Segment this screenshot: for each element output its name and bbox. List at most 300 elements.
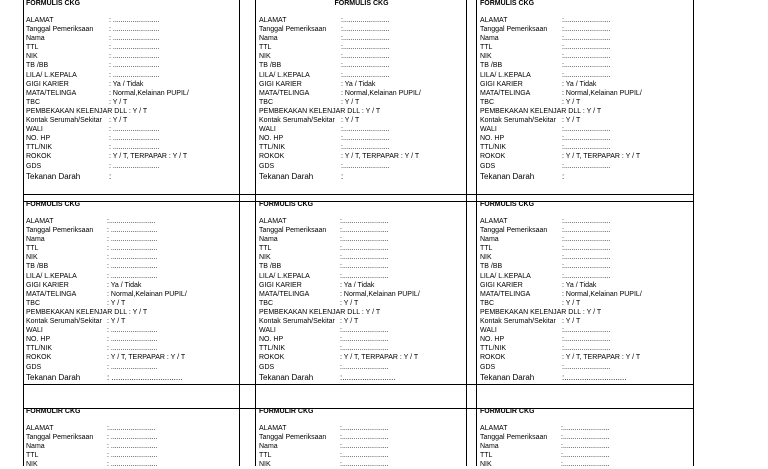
field-value: :........................ <box>341 53 390 61</box>
form-card <box>480 201 690 383</box>
field-label: PEMBEKAKAN KELENJAR DLL : Y / T <box>259 308 381 316</box>
field-value: :........................ <box>340 254 389 262</box>
field-label: GIGI KARIER <box>259 281 302 289</box>
form-row <box>26 272 236 281</box>
field-label: GDS <box>259 162 275 170</box>
field-value: :........................ <box>340 272 389 280</box>
field-value: : ........................ <box>109 144 160 152</box>
form-row <box>26 244 236 253</box>
field-label: Tekanan Darah <box>26 372 81 382</box>
field-label: Nama <box>259 236 278 244</box>
field-label: MATA/TELINGA <box>480 89 531 97</box>
field-value: : Ya / Tidak <box>109 80 144 88</box>
form-row <box>259 363 464 372</box>
field-value: : Normal,Kelainan PUPIL/ <box>107 290 187 298</box>
field-label: NO. HP <box>480 336 505 344</box>
field-value: : Ya / Tidak <box>340 281 375 289</box>
form-row <box>259 299 464 308</box>
field-value: :........................ <box>340 363 389 371</box>
field-value: :........................ <box>340 218 389 225</box>
field-label: NO. HP <box>26 336 51 344</box>
field-label: Kontak Serumah/Sekitar <box>480 318 556 326</box>
field-label: TB /BB <box>26 263 49 271</box>
field-label: Tekanan Darah <box>259 171 314 181</box>
field-value: :........................ <box>341 135 390 143</box>
form-row <box>259 162 464 171</box>
field-value: :........................ <box>562 144 611 152</box>
field-label: Nama <box>259 35 278 43</box>
form-card <box>259 0 464 182</box>
form-row <box>26 172 236 182</box>
field-value: :........................ <box>561 461 610 469</box>
field-value: : Y / T <box>562 98 581 106</box>
field-label: TTL/NIK <box>259 345 286 353</box>
form-title: FORMULIS CKG <box>259 201 314 208</box>
field-label: NIK <box>480 461 492 469</box>
form-card <box>26 408 236 469</box>
field-value: :........................ <box>561 434 610 442</box>
form-row <box>26 89 236 98</box>
field-value: :........................ <box>341 126 390 134</box>
form-row <box>259 353 464 362</box>
field-label: MATA/TELINGA <box>259 290 310 298</box>
field-label: GDS <box>480 363 496 371</box>
field-value: : <box>109 171 112 181</box>
field-label: Tekanan Darah <box>259 372 314 382</box>
form-row <box>259 290 464 299</box>
form-row <box>26 235 236 244</box>
field-value: :........................ <box>562 135 611 143</box>
field-value: : ........................ <box>107 254 158 262</box>
field-value: : ........................ <box>109 44 160 52</box>
form-row <box>480 244 690 253</box>
field-label: NIK <box>480 53 492 61</box>
field-value: : Y / T, TERPAPAR : Y / T <box>107 354 186 362</box>
field-label: NIK <box>259 53 271 61</box>
column-divider <box>466 0 467 466</box>
field-label: ALAMAT <box>480 218 508 225</box>
field-value: :........................ <box>340 425 389 432</box>
field-value: : Y / T <box>340 318 359 326</box>
field-value: : Normal,Kelainan PUPIL/ <box>562 89 642 97</box>
field-label: Tanggal Pemeriksaan <box>259 227 327 235</box>
field-label: Tekanan Darah <box>480 171 535 181</box>
field-value: : Y / T <box>341 98 360 106</box>
field-value: :........................ <box>561 425 610 432</box>
field-value: :........................ <box>562 26 611 34</box>
field-value: : ........................ <box>107 452 158 460</box>
form-row <box>259 272 464 281</box>
field-label: Kontak Serumah/Sekitar <box>26 318 102 326</box>
form-row <box>26 162 236 171</box>
field-value: :........................ <box>562 272 611 280</box>
form-row <box>26 326 236 335</box>
form-row <box>259 344 464 353</box>
field-value: :........................ <box>562 236 611 244</box>
form-row <box>480 424 690 433</box>
field-value: : ................................ <box>107 372 183 382</box>
field-label: LILA/ L.KEPALA <box>480 272 531 280</box>
field-value: :........................ <box>341 62 390 70</box>
form-title: FORMULIS CKG <box>480 201 535 208</box>
field-value: :........................ <box>562 126 611 134</box>
form-row <box>26 299 236 308</box>
field-label: TTL <box>26 245 39 253</box>
form-title: FORMULIR CKG <box>26 408 81 415</box>
field-label: TBC <box>26 98 40 106</box>
field-label: ROKOK <box>259 354 285 362</box>
field-value: :........................ <box>562 327 611 335</box>
field-value: :........................ <box>340 327 389 335</box>
field-label: Tanggal Pemeriksaan <box>26 26 94 34</box>
field-label: TBC <box>259 299 273 307</box>
column-divider <box>23 0 24 466</box>
field-value: :........................ <box>562 44 611 52</box>
form-row <box>259 89 464 98</box>
field-value: :........................ <box>562 345 611 353</box>
field-value: : Ya / Tidak <box>341 80 376 88</box>
spacer <box>480 209 690 217</box>
field-value: : ........................ <box>107 236 158 244</box>
field-label: TTL <box>259 245 272 253</box>
field-value: : Y / T <box>107 318 126 326</box>
form-row <box>480 262 690 271</box>
field-value: :........................ <box>340 345 389 353</box>
field-value: : ........................ <box>109 53 160 61</box>
field-label: TTL/NIK <box>26 345 53 353</box>
field-value: :........................ <box>340 245 389 253</box>
field-label: Nama <box>26 236 45 244</box>
column-divider <box>255 0 256 466</box>
field-value: :........................ <box>340 434 389 442</box>
field-label: Nama <box>259 443 278 451</box>
field-label: GIGI KARIER <box>26 281 69 289</box>
field-label: WALI <box>480 327 497 335</box>
form-row <box>480 89 690 98</box>
field-label: GDS <box>26 363 42 371</box>
form-title: FORMULIS CKG <box>334 0 389 7</box>
form-row <box>259 143 464 152</box>
field-value: : ........................ <box>107 363 158 371</box>
field-value: :........................ <box>562 53 611 61</box>
form-row <box>259 43 464 52</box>
field-label: LILA/ L.KEPALA <box>26 71 77 79</box>
field-label: PEMBEKAKAN KELENJAR DLL : Y / T <box>26 308 148 316</box>
form-card <box>26 201 236 383</box>
form-row <box>259 281 464 290</box>
field-value: : Y / T, TERPAPAR : Y / T <box>340 354 419 362</box>
field-value: : ........................ <box>107 245 158 253</box>
form-row <box>480 71 690 80</box>
field-label: GDS <box>26 162 42 170</box>
field-value: : Y / T, TERPAPAR : Y / T <box>562 354 641 362</box>
form-row <box>259 34 464 43</box>
field-value: :........................ <box>340 443 389 451</box>
form-row <box>259 253 464 262</box>
field-label: Kontak Serumah/Sekitar <box>26 117 102 125</box>
field-label: Nama <box>26 35 45 43</box>
form-row <box>480 451 690 460</box>
form-row <box>26 43 236 52</box>
field-label: TB /BB <box>259 62 282 70</box>
field-label: WALI <box>259 327 276 335</box>
field-label: MATA/TELINGA <box>480 290 531 298</box>
field-value: :........................ <box>341 17 390 24</box>
field-label: NO. HP <box>480 135 505 143</box>
field-label: Tanggal Pemeriksaan <box>259 26 327 34</box>
form-row <box>480 143 690 152</box>
field-value: : ........................ <box>107 227 158 235</box>
column-divider <box>476 0 477 466</box>
row-divider <box>23 384 693 385</box>
field-value: :........................ <box>341 71 390 79</box>
field-value: :........................ <box>341 44 390 52</box>
form-row <box>259 107 464 116</box>
field-label: NIK <box>26 53 38 61</box>
form-row <box>26 281 236 290</box>
field-value: : <box>341 171 344 181</box>
field-label: NIK <box>259 461 271 469</box>
form-row <box>480 134 690 143</box>
form-row <box>259 125 464 134</box>
form-row <box>259 52 464 61</box>
form-row <box>26 116 236 125</box>
field-label: ALAMAT <box>259 218 287 225</box>
field-value: :........................ <box>562 336 611 344</box>
form-row <box>480 460 690 469</box>
form-row <box>259 152 464 161</box>
field-label: NIK <box>259 254 271 262</box>
form-title: FORMULIS CKG <box>26 0 81 7</box>
field-label: GIGI KARIER <box>480 80 523 88</box>
field-label: ALAMAT <box>480 425 508 432</box>
form-row <box>26 52 236 61</box>
form-row <box>480 299 690 308</box>
form-row <box>480 34 690 43</box>
field-label: TTL/NIK <box>480 345 507 353</box>
form-row <box>26 373 236 383</box>
field-value: : ........................ <box>107 434 158 442</box>
form-row <box>26 16 236 25</box>
form-row <box>259 317 464 326</box>
form-row <box>26 344 236 353</box>
field-label: ROKOK <box>259 153 285 161</box>
form-row <box>259 16 464 25</box>
form-row <box>259 172 464 182</box>
field-value: :........................ <box>340 372 396 382</box>
form-row <box>26 353 236 362</box>
form-row <box>480 281 690 290</box>
field-label: Tekanan Darah <box>26 171 81 181</box>
form-row <box>480 61 690 70</box>
form-card <box>259 408 464 469</box>
field-value: : ........................ <box>107 443 158 451</box>
field-label: GIGI KARIER <box>480 281 523 289</box>
field-label: GIGI KARIER <box>26 80 69 88</box>
field-value: :........................ <box>562 35 611 43</box>
field-value: :........................ <box>107 425 156 432</box>
form-title: FORMULIR CKG <box>480 408 535 415</box>
form-row <box>26 253 236 262</box>
form-row <box>259 424 464 433</box>
form-card <box>480 408 690 469</box>
field-value: : ........................ <box>109 162 160 170</box>
field-label: TTL <box>259 44 272 52</box>
form-row <box>26 107 236 116</box>
field-label: TTL <box>26 44 39 52</box>
column-divider <box>693 0 694 466</box>
field-label: TBC <box>480 98 494 106</box>
field-value: : Y / T <box>341 117 360 125</box>
field-label: WALI <box>26 327 43 335</box>
spacer <box>26 209 236 217</box>
field-label: NIK <box>26 254 38 262</box>
spacer <box>26 8 236 16</box>
field-value: : Y / T <box>562 318 581 326</box>
form-row <box>480 43 690 52</box>
form-row <box>480 272 690 281</box>
form-row <box>259 335 464 344</box>
form-row <box>26 442 236 451</box>
form-row <box>259 442 464 451</box>
field-value: : ........................ <box>109 26 160 34</box>
field-value: : Normal,Kelainan PUPIL/ <box>562 290 642 298</box>
form-row <box>259 433 464 442</box>
field-value: : Y / T <box>340 299 359 307</box>
field-value: :........................ <box>341 26 390 34</box>
form-row <box>480 317 690 326</box>
field-label: WALI <box>259 126 276 134</box>
field-label: TB /BB <box>480 62 503 70</box>
field-value: : Y / T <box>109 117 128 125</box>
field-label: ALAMAT <box>26 218 54 225</box>
field-value: : ........................ <box>107 327 158 335</box>
field-value: : Ya / Tidak <box>562 281 597 289</box>
form-row <box>480 98 690 107</box>
field-label: ALAMAT <box>480 17 508 24</box>
form-row <box>26 451 236 460</box>
form-title: FORMULIR CKG <box>259 408 314 415</box>
field-label: Tanggal Pemeriksaan <box>480 26 548 34</box>
form-row <box>259 80 464 89</box>
field-label: WALI <box>26 126 43 134</box>
field-value: : Y / T, TERPAPAR : Y / T <box>562 153 641 161</box>
field-label: PEMBEKAKAN KELENJAR DLL : Y / T <box>480 308 602 316</box>
spacer <box>480 416 690 424</box>
form-row <box>480 152 690 161</box>
field-label: TTL/NIK <box>26 144 53 152</box>
form-row <box>480 16 690 25</box>
form-title: FORMULIS CKG <box>480 0 535 7</box>
form-row <box>26 217 236 226</box>
field-label: Tanggal Pemeriksaan <box>26 227 94 235</box>
field-value: : Y / T <box>562 299 581 307</box>
field-value: : ........................ <box>107 272 158 280</box>
field-label: ROKOK <box>480 153 506 161</box>
form-row <box>480 52 690 61</box>
form-row <box>26 317 236 326</box>
form-row <box>480 373 690 383</box>
form-row <box>259 61 464 70</box>
field-value: : ........................ <box>109 135 160 143</box>
field-label: Tanggal Pemeriksaan <box>26 434 94 442</box>
field-value: :........................ <box>562 62 611 70</box>
form-row <box>259 134 464 143</box>
field-label: PEMBEKAKAN KELENJAR DLL : Y / T <box>259 107 381 115</box>
field-value: : Y / T, TERPAPAR : Y / T <box>109 153 188 161</box>
spacer <box>259 209 464 217</box>
field-label: Nama <box>480 35 499 43</box>
form-row <box>26 125 236 134</box>
spacer <box>259 416 464 424</box>
field-value: :........................ <box>561 443 610 451</box>
field-value: :........................ <box>340 336 389 344</box>
form-row <box>26 143 236 152</box>
field-value: : <box>562 171 565 181</box>
form-row <box>480 217 690 226</box>
form-row <box>26 71 236 80</box>
field-label: Nama <box>480 236 499 244</box>
field-value: :........................ <box>341 162 390 170</box>
field-value: : ........................ <box>107 336 158 344</box>
form-row <box>26 25 236 34</box>
field-label: Nama <box>480 443 499 451</box>
field-value: :........................ <box>562 254 611 262</box>
field-value: : ........................ <box>109 126 160 134</box>
field-value: : ........................ <box>107 461 158 469</box>
field-value: : ........................ <box>109 35 160 43</box>
field-value: : ........................ <box>107 263 158 271</box>
field-label: ROKOK <box>26 354 52 362</box>
field-value: : ........................ <box>109 17 160 24</box>
field-label: Kontak Serumah/Sekitar <box>259 117 335 125</box>
form-row <box>26 308 236 317</box>
field-label: MATA/TELINGA <box>259 89 310 97</box>
form-row <box>259 98 464 107</box>
form-row <box>26 80 236 89</box>
field-label: GDS <box>480 162 496 170</box>
form-row <box>26 363 236 372</box>
field-label: NIK <box>480 254 492 262</box>
field-value: :........................ <box>340 227 389 235</box>
field-label: NO. HP <box>26 135 51 143</box>
form-row <box>26 335 236 344</box>
form-row <box>480 172 690 182</box>
field-label: TBC <box>259 98 273 106</box>
field-value: :........................ <box>562 227 611 235</box>
form-row <box>26 152 236 161</box>
form-row <box>480 80 690 89</box>
field-value: :........................ <box>340 461 389 469</box>
field-label: TTL <box>259 452 272 460</box>
field-label: TBC <box>480 299 494 307</box>
row-divider <box>23 194 693 195</box>
form-row <box>259 217 464 226</box>
field-value: :........................ <box>562 162 611 170</box>
field-label: GIGI KARIER <box>259 80 302 88</box>
field-value: :........................ <box>340 236 389 244</box>
form-card <box>259 201 464 383</box>
field-value: : Normal,Kelainan PUPIL/ <box>109 89 189 97</box>
field-label: TB /BB <box>259 263 282 271</box>
form-row <box>259 25 464 34</box>
field-label: ROKOK <box>480 354 506 362</box>
form-row <box>480 290 690 299</box>
field-value: : Ya / Tidak <box>107 281 142 289</box>
field-label: TTL/NIK <box>259 144 286 152</box>
field-label: Nama <box>26 443 45 451</box>
field-label: ALAMAT <box>26 17 54 24</box>
